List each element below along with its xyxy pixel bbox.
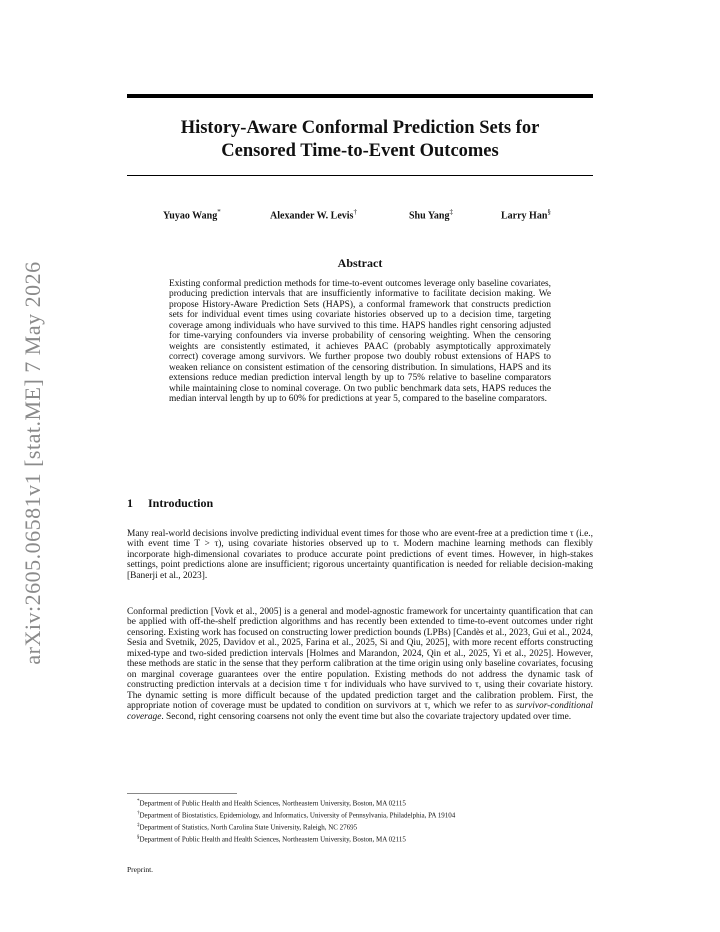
footnote-mark: * <box>137 799 140 804</box>
author-list <box>127 208 593 222</box>
footnotes <box>137 797 597 845</box>
author-mark: * <box>217 208 221 216</box>
footnote-text: Department of Public Health and Health Sciences, Northeastern University, Boston, MA 02115 <box>139 799 406 808</box>
author-mark: ‡ <box>449 208 453 216</box>
paper-title-line-2: Censored Time-to-Event Outcomes <box>221 141 499 161</box>
footnote <box>137 833 597 845</box>
section-number: 1 <box>127 496 133 510</box>
intro-paragraph-2 <box>127 607 593 722</box>
intro-p2-emphasis: survivor-conditional coverage <box>127 701 593 722</box>
footnote-mark: § <box>137 834 140 840</box>
author-name: Shu Yang <box>409 210 450 222</box>
abstract-body: Existing conformal prediction methods for time-to-event outcomes leverage only baseline covariates, producing prediction intervals that are insufficiently informative to facilitate decision making. We propose History-Aware Prediction Sets (HAPS), a conformal framework that constructs prediction sets for individual event times using covariate histories observed up to a decision time, targeting coverage among individuals who have survived to this time. HAPS handles right censoring adjusted for time-varying confounders via inverse probability of censoring weighting. When the censoring weights are consistently estimated, it achieves PAAC (probably asymptotically approximately correct) coverage among survivors. We further propose two doubly robust extensions of HAPS to weaken reliance on consistent estimation of the censoring distribution. In simulations, HAPS and its extensions reduce median prediction interval length by up to 75% relative to baseline comparators while maintaining close to nominal coverage. On two public benchmark data sets, HAPS reduces the median interval length by up to 60% for predictions at year 5, compared to the baseline comparators. <box>169 279 551 404</box>
author <box>501 208 551 221</box>
footnote-text: Department of Biostatistics, Epidemiology, and Informatics, University of Pennsylvania, Philadelphia, PA 19104 <box>139 811 456 820</box>
paper-title <box>127 117 593 163</box>
footnote-mark: † <box>137 810 140 816</box>
footnote <box>137 797 597 809</box>
intro-p2-text: Conformal prediction [Vovk et al., 2005] is a general and model-agnostic framework for uncertainty quantification that can be applied with off-the-shelf prediction algorithms and has recently been extended to time-to-event outcomes under right censoring. Existing work has focused on constructing lower prediction bounds (LPBs) [Candès et al., 2023, Gui et al., 2024, Sesia and Svetnik, 2025, Davidov et al., 2025, Farina et al., 2025, Si and Qiu, 2025], with more recent efforts constructing mixed-type and two-sided prediction intervals [Holmes and Marandon, 2024, Qin et al., 2025, Yi et al., 2025]. However, these methods are static in the sense that they perform calibration at the time origin using only baseline covariates, focusing on marginal coverage guarantees over the entire population. Existing methods do not address the dynamic task of constructing prediction intervals at a decision time τ for individuals who have survived to τ, using their covariate history. The dynamic setting is more difficult because of the updated prediction target and the calibration problem. First, the appropriate notion of coverage must be updated to condition on survivors at τ, which we refer to as <box>127 607 593 712</box>
preprint-label: Preprint. <box>127 865 154 874</box>
arxiv-stamp-text: arXiv:2605.06581v1 [stat.ME] 7 May 2026 <box>20 261 45 665</box>
author <box>409 208 453 221</box>
author-name: Alexander W. Levis <box>270 210 354 222</box>
arxiv-stamp <box>18 253 48 673</box>
intro-p2-text-end: . Second, right censoring coarsens not only the event time but also the covariate trajectory updated over time. <box>161 711 572 722</box>
author-name: Yuyao Wang <box>163 210 218 222</box>
intro-paragraph-1: Many real-world decisions involve predicting individual event times for those who are event-free at a prediction time τ (i.e., with event time T > τ), using covariate histories observed up to τ. Modern machine learning methods can flexibly incorporate high-dimensional covariates to produce accurate point predictions of event times. However, in high-stakes settings, point predictions alone are insufficient; rigorous uncertainty quantification is needed for reliable decision-making [Banerji et al., 2023]. <box>127 529 593 581</box>
footnote <box>137 809 597 821</box>
abstract-heading: Abstract <box>337 256 383 270</box>
footnote-rule <box>127 793 237 794</box>
paper-title-line-1: History-Aware Conformal Prediction Sets for <box>180 118 540 138</box>
title-rule-top <box>127 94 593 98</box>
section-heading <box>127 496 213 511</box>
author <box>163 208 221 221</box>
footnote-text: Department of Public Health and Health Sciences, Northeastern University, Boston, MA 02115 <box>139 835 406 844</box>
footnote-mark: ‡ <box>137 822 140 828</box>
author <box>270 208 357 221</box>
footnote <box>137 821 597 833</box>
section-title: Introduction <box>148 496 214 510</box>
author-mark: † <box>353 208 357 216</box>
author-name: Larry Han <box>501 210 548 222</box>
title-rule-bottom <box>127 175 593 176</box>
footnote-text: Department of Statistics, North Carolina State University, Raleigh, NC 27695 <box>139 823 358 832</box>
author-mark: § <box>547 208 551 216</box>
